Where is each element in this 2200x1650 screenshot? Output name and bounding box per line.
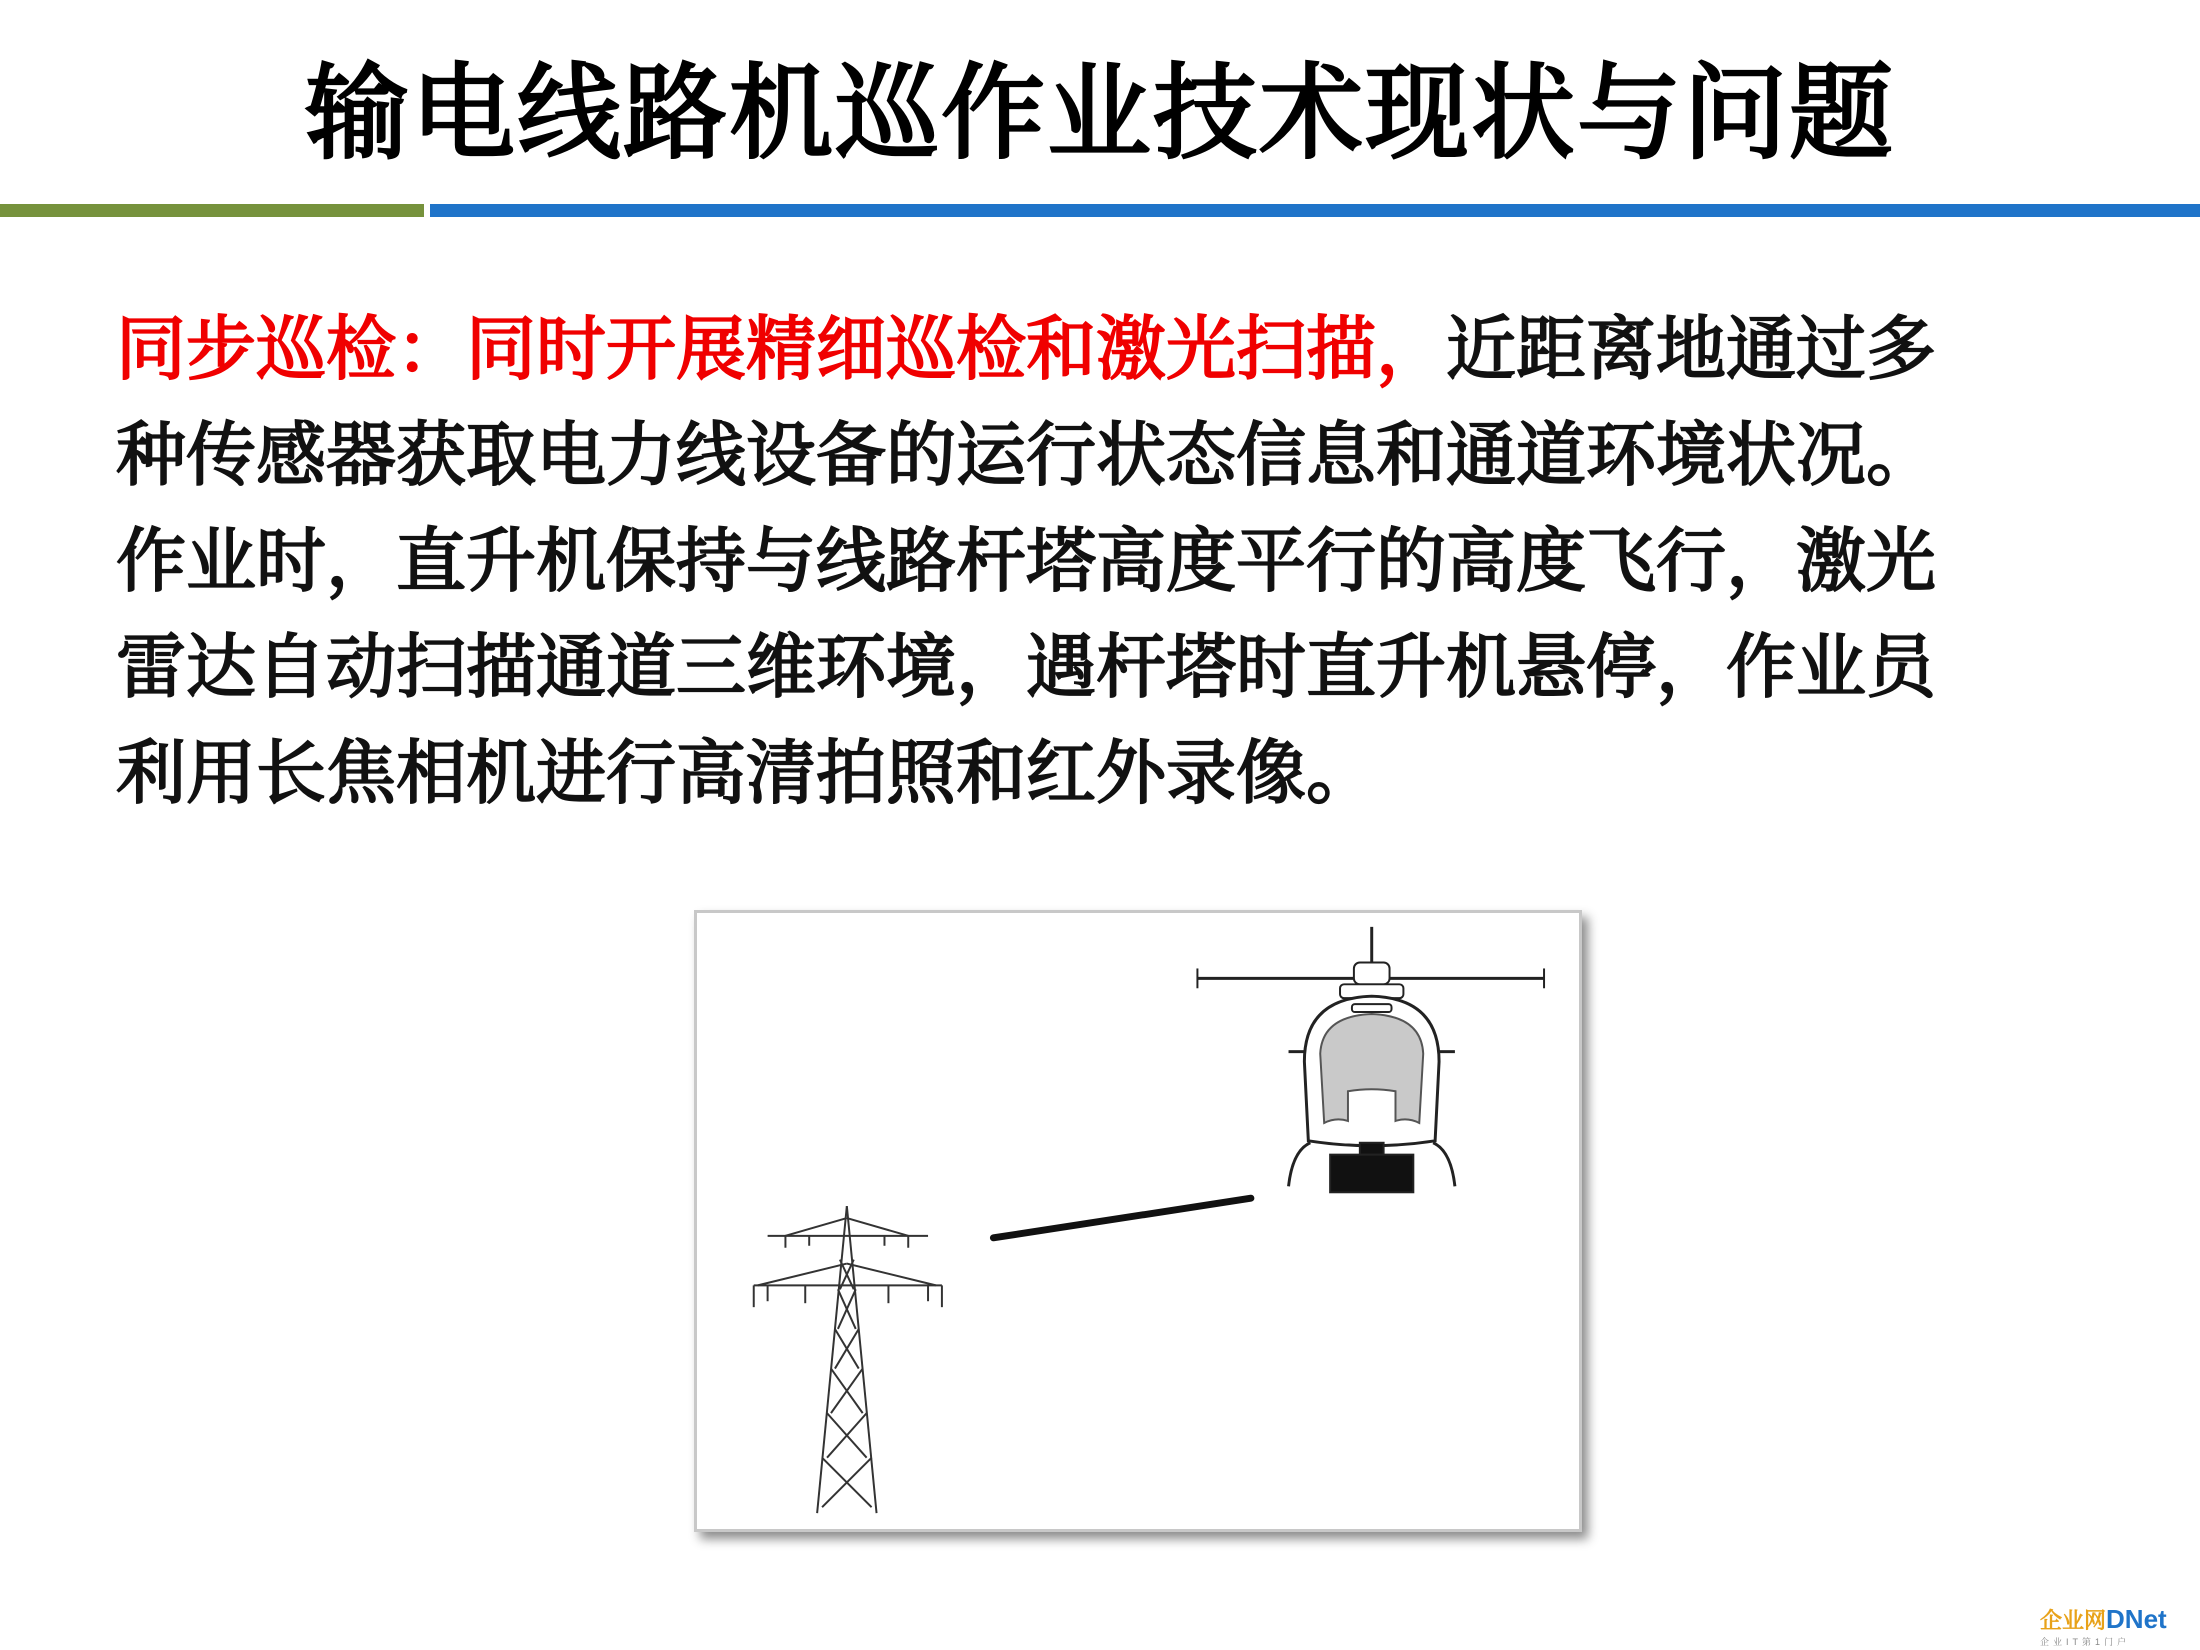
title-rule-right [430, 204, 2200, 217]
body-paragraph [116, 296, 1956, 826]
inspection-figure [694, 910, 1582, 1532]
slide-title: 输电线路机巡作业技术现状与问题 [304, 52, 1895, 174]
highlight-text: 同步巡检：同时开展精细巡检和激光扫描， [116, 308, 1446, 390]
transmission-tower-icon [754, 1206, 942, 1513]
body-text: 近距离地通过多种传感器获取电力线设备的运行状态信息和通道环境状况。作业时，直升机保持与线路杆塔高度平行的高度飞行，激光雷达自动扫描通道三维环境，遇杆塔时直升机悬停，作业员利用长焦相机进行高清拍照和红外录像。 [116, 308, 1936, 814]
watermark-logo: 企业网DNet 企业IT第1门户 [2040, 1604, 2167, 1647]
helicopter-icon [1197, 927, 1544, 1192]
inspection-diagram [697, 913, 1579, 1529]
laser-beam [993, 1198, 1250, 1238]
title-rule-left [0, 204, 424, 217]
